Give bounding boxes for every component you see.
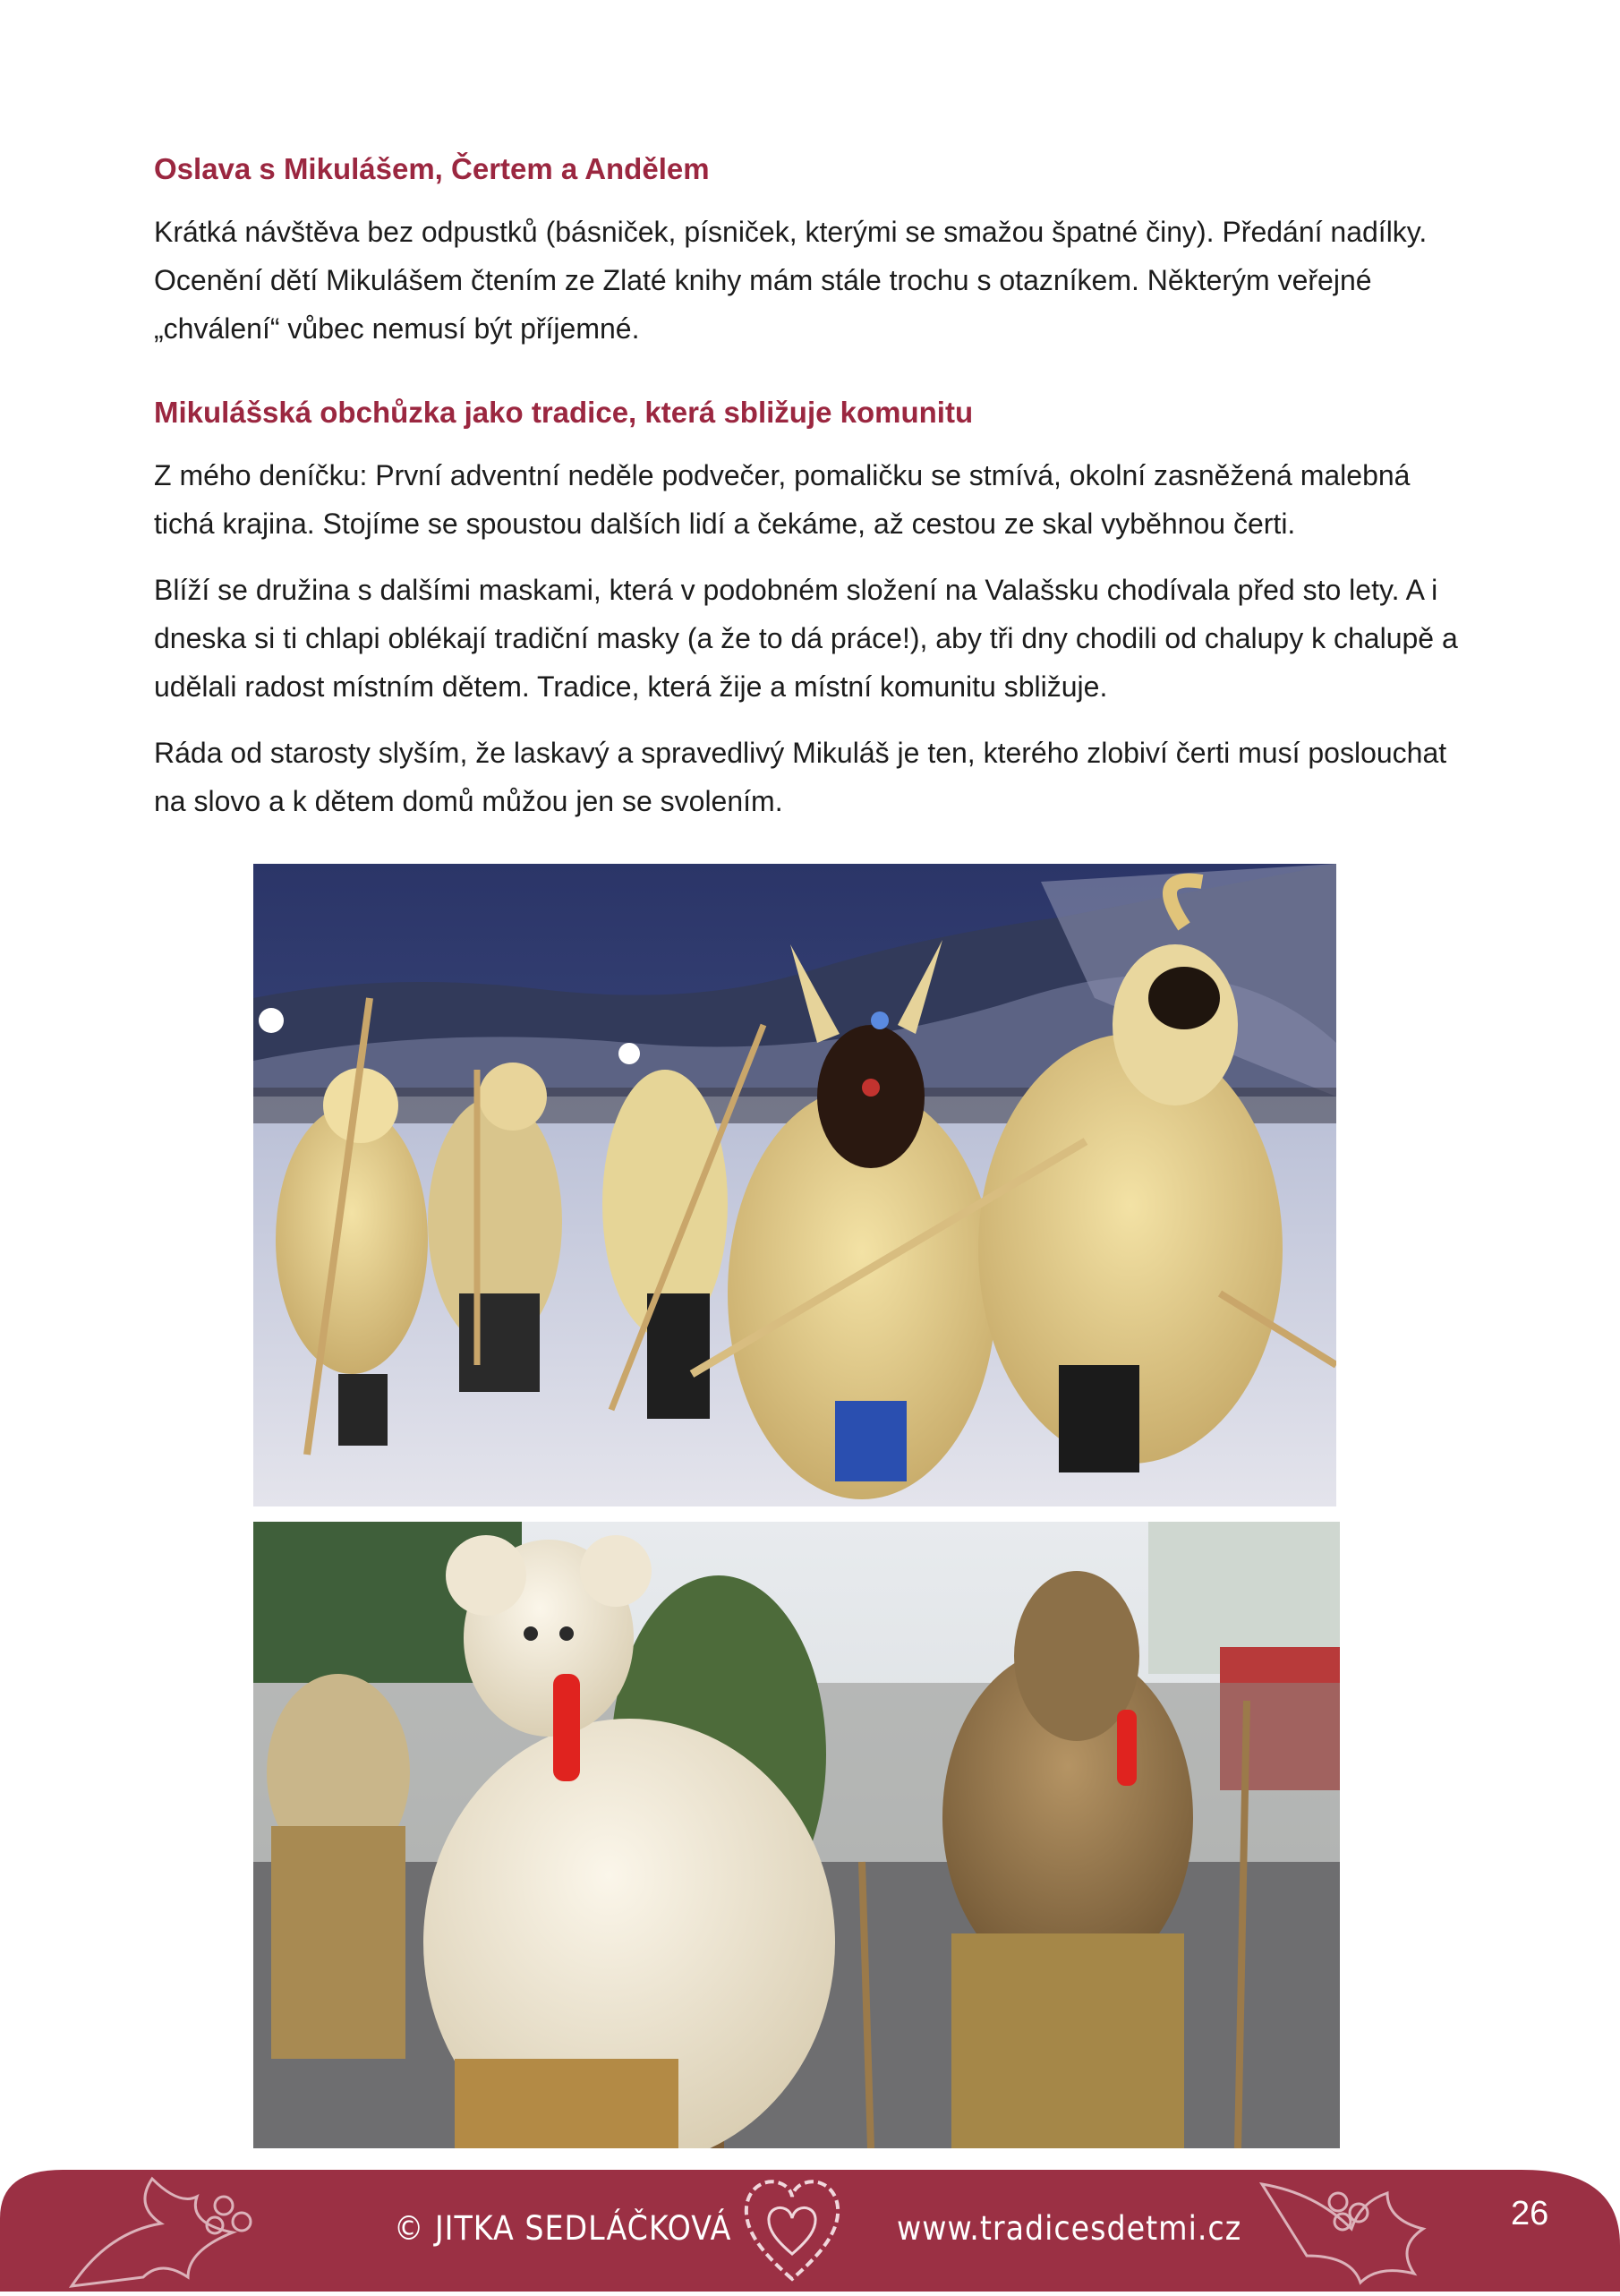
section-heading-tradition: Mikulášská obchůzka jako tradice, která sbližuje komunitu [154, 396, 974, 429]
footer-author: © JITKA SEDLÁČKOVÁ [394, 2209, 732, 2248]
holly-right-icon [1253, 2166, 1468, 2292]
holly-left-icon [54, 2170, 286, 2292]
paragraph-procession: Blíží se družina s dalšími maskami, která v podobném složení na Valašsku chodívala před sto lety. A i dneska si ti chlapi oblékají tradiční masky (a že to dá práce!), aby tři dny chodili od chalupy k chalupě a udělali radost místním dětem. Tradice, která žije a místní komunitu sbližuje. [154, 574, 1458, 703]
footer-website-link[interactable]: www.tradicesdetmi.cz [897, 2209, 1242, 2248]
photo-night-procession [253, 864, 1336, 1506]
paragraph-celebration: Krátká návštěva bez odpustků (básniček, písniček, kterými se smažou špatné činy). Předání nadílky. Ocenění dětí Mikulášem čtením ze Zlaté knihy mám stále trochu s otazníkem. Některým veřejné „chválení“ vůbec nemusí být příjemné. [154, 216, 1428, 345]
section-heading-celebration: Oslava s Mikulášem, Čertem a Andělem [154, 152, 710, 185]
photo-fur-masks-day [253, 1522, 1340, 2148]
heart-icon [741, 2173, 843, 2284]
paragraph-diary: Z mého deníčku: První adventní neděle podvečer, pomaličku se stmívá, okolní zasněžená malebná tichá krajina. Stojíme se spoustou dalších lidí a čekáme, až cestou ze skal vyběhnou čerti. [154, 459, 1411, 540]
paragraph-mayor: Ráda od starosty slyším, že laskavý a spravedlivý Mikuláš je ten, kterého zlobiví čerti musí poslouchat na slovo a k dětem domů můžou jen se svolením. [154, 737, 1447, 817]
page-number: 26 [1511, 2195, 1549, 2232]
